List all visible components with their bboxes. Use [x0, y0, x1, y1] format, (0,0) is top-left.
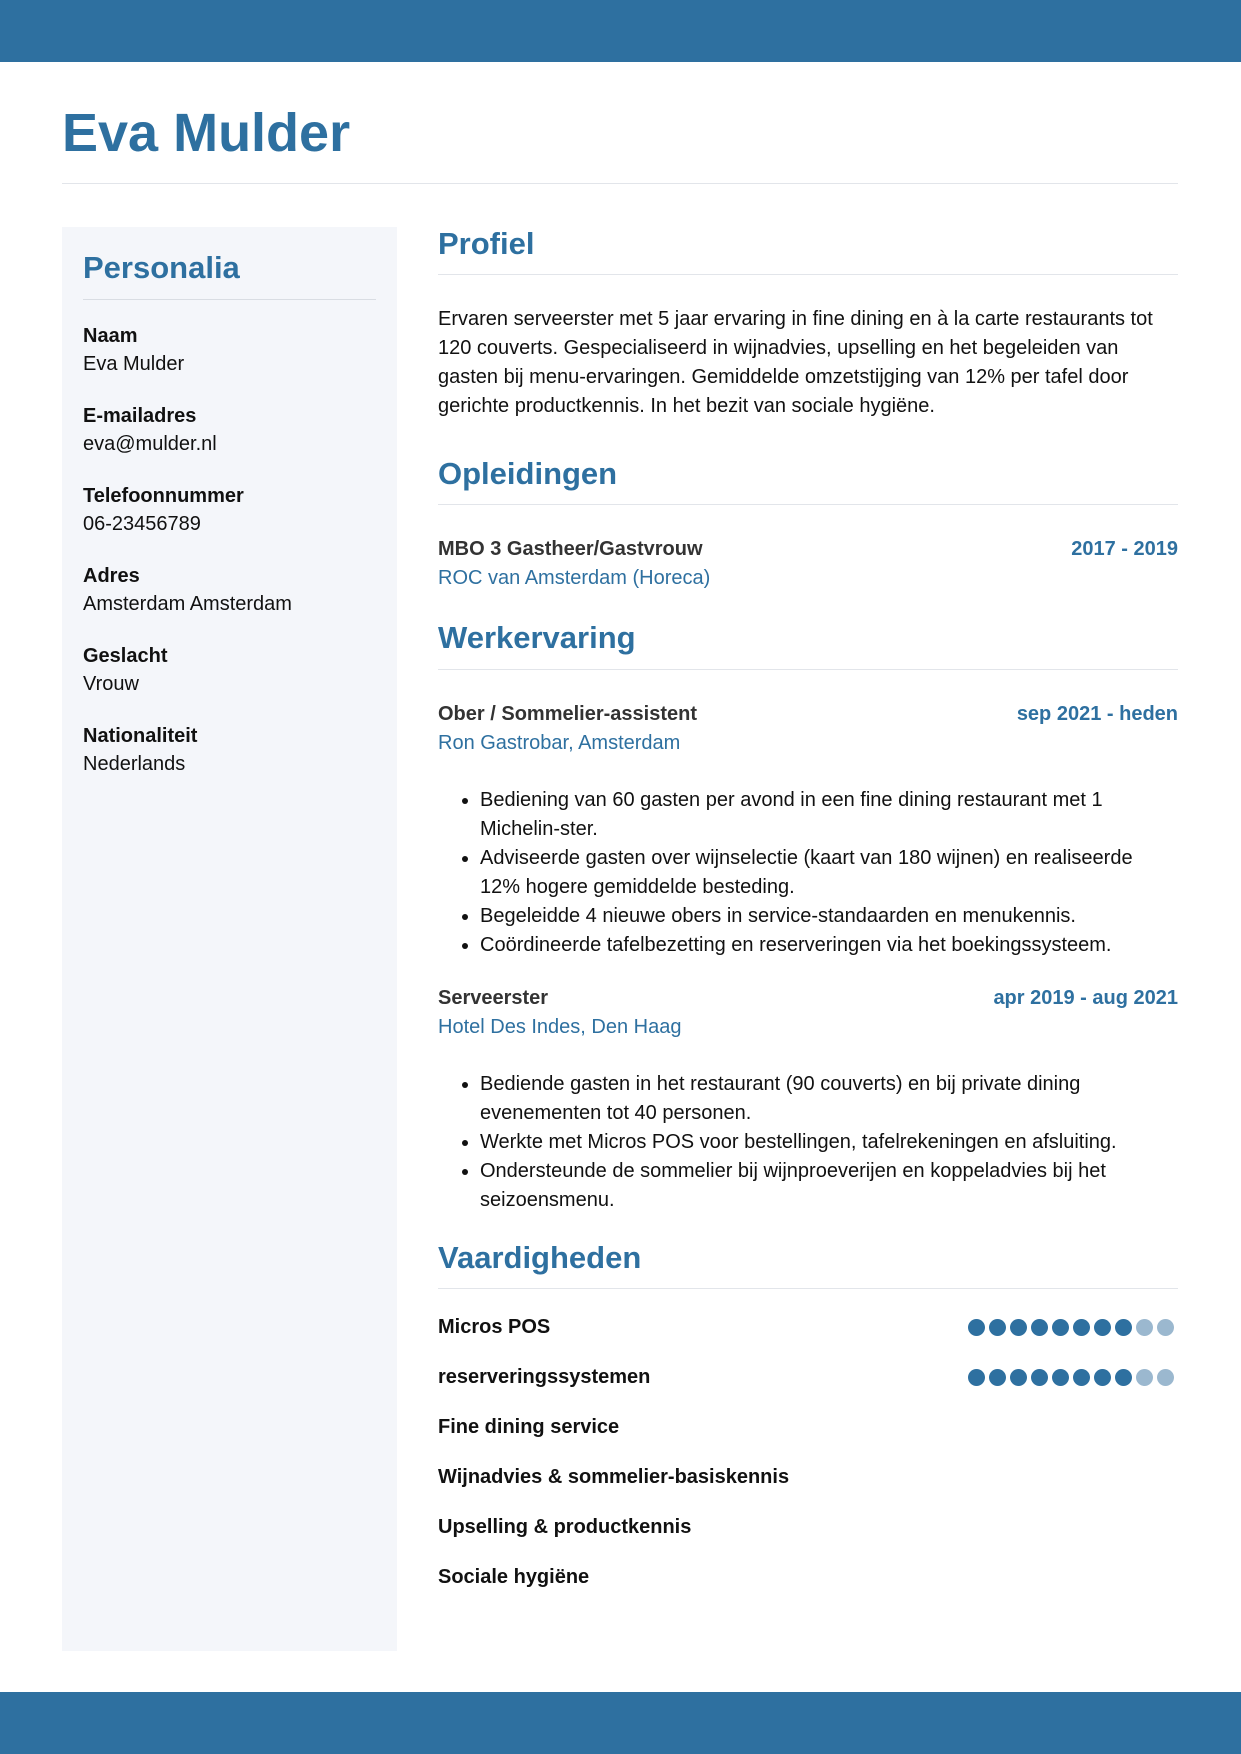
rating-dot-filled — [1073, 1369, 1090, 1386]
personal-field — [83, 402, 376, 458]
field-value: Nederlands — [83, 753, 186, 776]
job-employer: Hotel Des Indes, Den Haag — [438, 1015, 682, 1038]
field-value: Eva Mulder — [83, 353, 185, 376]
rating-dot-filled — [1031, 1319, 1048, 1336]
education-title: MBO 3 Gastheer/Gastvrouw — [438, 538, 703, 561]
section-divider — [438, 1288, 1178, 1289]
rating-dot-filled — [1115, 1319, 1132, 1336]
personal-field — [83, 722, 376, 778]
section-title-skills: Vaardigheden — [438, 1239, 642, 1275]
rating-dot-filled — [1010, 1319, 1027, 1336]
skill-row — [438, 1403, 1178, 1453]
job-date: sep 2021 - heden — [1016, 702, 1178, 725]
experience-entry — [438, 984, 1178, 1215]
skill-name: Upselling & productkennis — [438, 1516, 692, 1539]
job-bullet: • Begeleidde 4 nieuwe obers in service-standaarden en menukennis. — [480, 902, 1178, 931]
job-bullet: • Bediende gasten in het restaurant (90 couverts) en bij private dining evenementen tot 40 personen. — [480, 1070, 1178, 1128]
entry-header — [438, 984, 1178, 1013]
rating-dot-empty — [1136, 1369, 1153, 1386]
entry-header — [438, 535, 1178, 564]
rating-dot-filled — [1094, 1369, 1111, 1386]
skill-row — [438, 1303, 1178, 1353]
profile-section — [438, 225, 1178, 421]
candidate-name: Eva Mulder — [62, 103, 351, 163]
job-bullet: • Coördineerde tafelbezetting en reserveringen via het boekingssysteem. — [480, 931, 1178, 960]
rating-dot-filled — [1073, 1319, 1090, 1336]
rating-dot-filled — [1052, 1319, 1069, 1336]
field-label: Geslacht — [83, 645, 168, 668]
field-value: eva@mulder.nl — [83, 433, 217, 456]
personal-field — [83, 322, 376, 378]
skill-row — [438, 1553, 1178, 1603]
skill-name: Micros POS — [438, 1316, 551, 1339]
skills-list — [438, 1303, 1178, 1603]
job-title: Serveerster — [438, 986, 549, 1009]
section-divider — [438, 274, 1178, 275]
experience-entry — [438, 700, 1178, 960]
field-value: 06-23456789 — [83, 513, 201, 536]
experience-section — [438, 619, 1178, 1214]
rating-dot-empty — [1157, 1369, 1174, 1386]
personal-field — [83, 562, 376, 618]
experience-list — [438, 700, 1178, 1215]
field-value: Amsterdam Amsterdam — [83, 593, 292, 616]
skill-name: Sociale hygiëne — [438, 1566, 590, 1589]
education-entry — [438, 535, 1178, 593]
personal-details-sidebar — [62, 227, 397, 1651]
education-section — [438, 455, 1178, 593]
skill-row — [438, 1353, 1178, 1403]
skill-row — [438, 1503, 1178, 1553]
rating-dot-filled — [1010, 1369, 1027, 1386]
job-bullets — [438, 786, 1178, 960]
rating-dot-filled — [1052, 1369, 1069, 1386]
field-value: Vrouw — [83, 673, 139, 696]
skill-rating — [968, 1319, 1174, 1336]
skill-name: reserveringssystemen — [438, 1366, 651, 1389]
sidebar-divider — [83, 299, 376, 300]
rating-dot-empty — [1136, 1319, 1153, 1336]
job-bullet: • Bediening van 60 gasten per avond in een fine dining restaurant met 1 Michelin-ster. — [480, 786, 1178, 844]
section-title-profile: Profiel — [438, 226, 535, 261]
skill-row — [438, 1453, 1178, 1503]
personal-field — [83, 642, 376, 698]
rating-dot-empty — [1157, 1319, 1174, 1336]
rating-dot-filled — [1031, 1369, 1048, 1386]
header-bar — [0, 0, 1241, 62]
sidebar-title: Personalia — [83, 250, 240, 285]
education-list — [438, 535, 1178, 593]
job-employer: Ron Gastrobar, Amsterdam — [438, 731, 681, 754]
personal-field — [83, 482, 376, 538]
section-title-education: Opleidingen — [438, 456, 618, 492]
education-institution: ROC van Amsterdam (Horeca) — [438, 567, 711, 590]
section-title-experience: Werkervaring — [438, 620, 636, 656]
field-label: E-mailadres — [83, 405, 197, 428]
rating-dot-filled — [1115, 1369, 1132, 1386]
rating-dot-filled — [968, 1319, 985, 1336]
rating-dot-filled — [1094, 1319, 1111, 1336]
skill-name: Wijnadvies & sommelier-basiskennis — [438, 1466, 790, 1489]
footer-bar — [0, 1692, 1241, 1754]
job-bullet: • Adviseerde gasten over wijnselectie (kaart van 180 wijnen) en realiseerde 12% hogere gemiddelde besteding. — [480, 844, 1178, 902]
rating-dot-filled — [989, 1369, 1006, 1386]
name-divider — [62, 183, 1178, 184]
section-divider — [438, 504, 1178, 505]
job-bullet: • Ondersteunde de sommelier bij wijnproeverijen en koppeladvies bij het seizoensmenu. — [480, 1157, 1178, 1215]
skills-section — [438, 1239, 1178, 1603]
job-title: Ober / Sommelier-assistent — [438, 702, 697, 725]
personal-fields — [83, 322, 376, 778]
profile-text: Ervaren serveerster met 5 jaar ervaring in fine dining en à la carte restaurants tot 120 couverts. Gespecialiseerd in wijnadvies, upselling en het begeleiden van gasten bij menu-ervaringen. Gemiddelde omzetstijging van 12% per tafel door gerichte productkennis. In het bezit van sociale hygiëne. — [438, 308, 1153, 418]
field-label: Nationaliteit — [83, 725, 198, 748]
rating-dot-filled — [989, 1319, 1006, 1336]
job-bullet: • Werkte met Micros POS voor bestellingen, tafelrekeningen en afsluiting. — [480, 1128, 1178, 1157]
skill-name: Fine dining service — [438, 1416, 620, 1439]
section-divider — [438, 669, 1178, 670]
education-date: 2017 - 2019 — [1071, 538, 1178, 561]
rating-dot-filled — [968, 1369, 985, 1386]
entry-header — [438, 700, 1178, 729]
field-label: Adres — [83, 565, 140, 588]
field-label: Naam — [83, 325, 138, 348]
job-date: apr 2019 - aug 2021 — [993, 986, 1178, 1009]
field-label: Telefoonnummer — [83, 485, 244, 508]
job-bullets — [438, 1070, 1178, 1215]
main-content — [438, 225, 1178, 1603]
skill-rating — [968, 1369, 1174, 1386]
